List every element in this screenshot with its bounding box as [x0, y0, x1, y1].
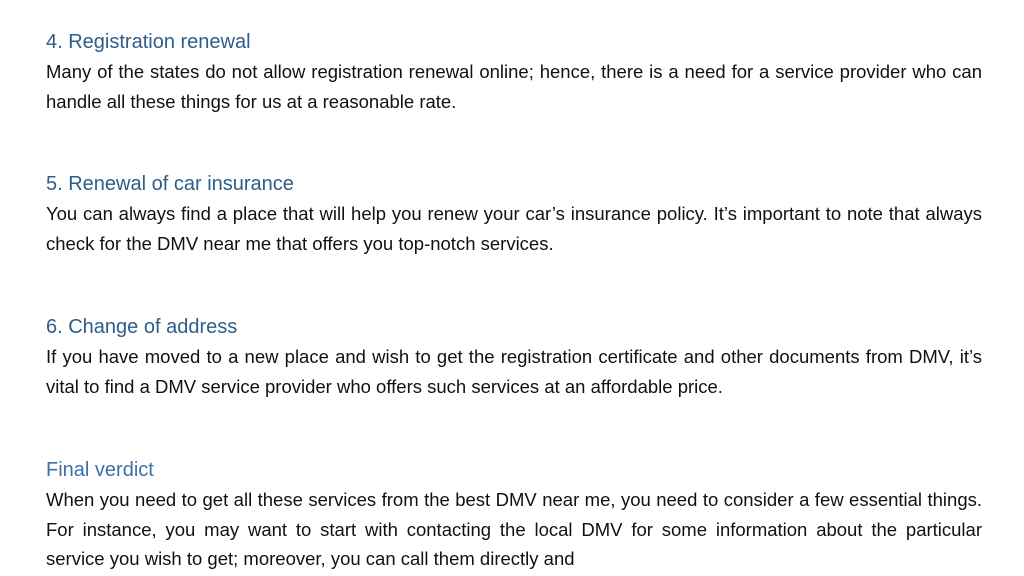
section-heading: Final verdict: [46, 459, 154, 481]
section-final-verdict: [46, 455, 982, 574]
section-heading: 4. Registration renewal: [46, 31, 251, 53]
section-heading: 5. Renewal of car insurance: [46, 173, 294, 195]
section-change-of-address: [46, 312, 982, 401]
section-car-insurance-renewal: [46, 169, 982, 258]
section-body: Many of the states do not allow registration renewal online; hence, there is a need for a service provider who can handle all these things for us at a reasonable rate.: [46, 61, 982, 112]
section-body: When you need to get all these services from the best DMV near me, you need to consider a few essential things. For instance, you may want to start with contacting the local DMV for some information about the particular service you wish to get; moreover, you can call them directly and: [46, 489, 982, 569]
section-heading: 6. Change of address: [46, 316, 238, 338]
section-body: If you have moved to a new place and wish to get the registration certificate and other documents from DMV, it’s vital to find a DMV service provider who offers such services at an affordable price.: [46, 346, 982, 397]
section-registration-renewal: [46, 27, 982, 116]
section-body: You can always find a place that will help you renew your car’s insurance policy. It’s important to note that always check for the DMV near me that offers you top-notch services.: [46, 203, 982, 254]
